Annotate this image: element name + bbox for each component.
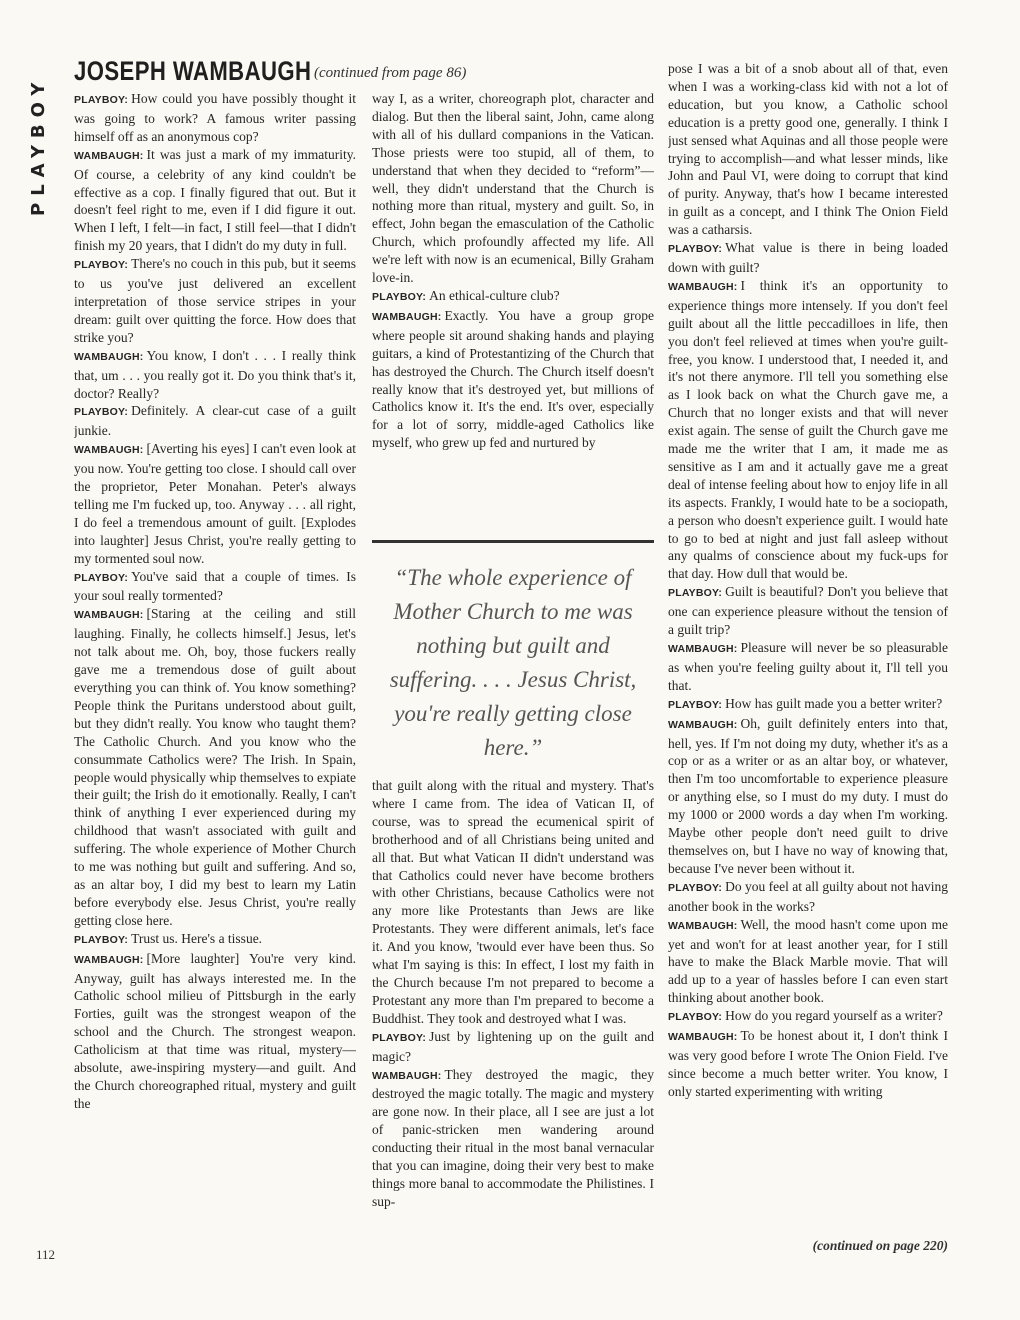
pull-quote-text: “The whole experience of Mother Church to me was nothing but guilt and suffering. . . . Jesus Christ, you're really getting close here.” bbox=[389, 565, 637, 760]
text-column-3 bbox=[668, 60, 948, 1260]
speaker-label: WAMBAUGH: bbox=[74, 953, 144, 966]
speaker-label: WAMBAUGH: bbox=[74, 350, 144, 363]
interview-paragraph bbox=[372, 307, 654, 452]
text-column-2-bottom bbox=[372, 777, 654, 1259]
article-header bbox=[74, 56, 634, 90]
paragraph-text: Trust us. Here's a tissue. bbox=[131, 930, 263, 946]
speaker-label: PLAYBOY: bbox=[74, 94, 129, 106]
paragraph-text: There's no couch in this pub, but it seems to us you've just delivered an excellent interpretation of those service stripes in your dream: guilt over quitting the force. How does that strike you? bbox=[74, 256, 356, 345]
interview-paragraph bbox=[668, 1027, 948, 1101]
speaker-label: PLAYBOY: bbox=[668, 243, 723, 256]
paragraph-text: pose I was a bit of a snob about all of that, even when I was a working-class kid with not a lot of education, but you know, a Catholic school education is a pretty good one, generally. I think I just sensed what Aquinas and all those people were trying to accomplish—and what lesser minds, like John and Paul VI, were doing to corrupt that kind of purity. Anyway, that's how I became interested in guilt as a concept, and I think The Onion Field was a catharsis. bbox=[668, 61, 948, 238]
continued-from-note: (continued from page 86) bbox=[314, 65, 467, 81]
speaker-label: WAMBAUGH: bbox=[668, 280, 738, 293]
interview-paragraph bbox=[74, 605, 356, 929]
speaker-label: WAMBAUGH: bbox=[372, 1069, 442, 1082]
paragraph-text: An ethical-culture club? bbox=[429, 287, 560, 303]
speaker-label: WAMBAUGH: bbox=[74, 149, 144, 162]
interview-paragraph bbox=[74, 347, 356, 403]
continued-on-note: (continued on page 220) bbox=[812, 1238, 948, 1253]
paragraph-text: You know, I don't . . . I really think that, um . . . you really got it. Do you think that's it, doctor? Really? bbox=[74, 347, 356, 401]
interview-paragraph bbox=[668, 239, 948, 277]
interview-paragraph bbox=[74, 568, 356, 606]
speaker-label: PLAYBOY: bbox=[74, 571, 129, 584]
speaker-label: WAMBAUGH: bbox=[668, 1031, 738, 1044]
speaker-label: PLAYBOY: bbox=[668, 698, 723, 711]
speaker-label: WAMBAUGH: bbox=[668, 718, 738, 731]
interview-paragraph bbox=[372, 1066, 654, 1211]
paragraph-text: Definitely. A clear-cut case of a guilt junkie. bbox=[74, 403, 356, 439]
paragraph-text: How has guilt made you a better writer? bbox=[725, 695, 943, 711]
interview-paragraph bbox=[668, 1007, 948, 1027]
interview-paragraph bbox=[74, 90, 356, 146]
interview-paragraph bbox=[74, 255, 356, 347]
speaker-label: PLAYBOY: bbox=[668, 1011, 723, 1024]
paragraph-text: Do you feel at all guilty about not having another book in the works? bbox=[668, 878, 948, 914]
paragraph-text: They destroyed the magic, they destroyed the magic totally. The magic and mystery are gone now. In their place, all I see are just a lot of panic-stricken men wandering around conducting their ritual in the most banal vernacular that you can imagine, doing their very best to make things more banal to accommodate the Philistines. I sup- bbox=[372, 1066, 654, 1209]
interview-paragraph bbox=[74, 950, 356, 1113]
page-number: 112 bbox=[36, 1247, 56, 1262]
interview-paragraph bbox=[74, 402, 356, 440]
interview-paragraph bbox=[372, 90, 654, 287]
interview-paragraph bbox=[74, 930, 356, 950]
paragraph-text: [Averting his eyes] I can't even look at you now. You're getting too close. I should call over the proprietor, Peter Monahan. Peter's always telling me I'm fucked up, too. Anyway . . . all right, I do feel a tremendous amount of guilt. [Explodes into laughter] Jesus Christ, you're really getting to my tormented soul now. bbox=[74, 441, 356, 566]
pull-quote bbox=[372, 540, 654, 760]
paragraph-text: How do you regard yourself as a writer? bbox=[725, 1008, 943, 1024]
paragraph-text: [More laughter] You're very kind. Anyway, guilt has always interested me. In the Catholic school milieu of Pittsburgh in the early Forties, guilt was the strongest weapon of the school and the Church. The strongest weapon. Catholicism at that time was ritual, mystery—absolute, awe-inspiring mystery—and guilt. And the Church choreographed ritual, mystery and guilt the bbox=[74, 950, 356, 1111]
text-column-2-top bbox=[372, 90, 654, 530]
interview-paragraph bbox=[668, 60, 948, 239]
paragraph-text: [Staring at the ceiling and still laughing. Finally, he collects himself.] Jesus, let's not talk about me. Oh, boy, those fuckers really gave me a tremendous dose of guilt about everything you can think of. You know something? People think the Puritans understood about guilt, but they didn't really. You know who taught them? The Catholic Church. And you know who the consummate Catholics were? The Irish. In Spain, people would physically whip themselves to expiate their guilt; the Irish do it emotionally. Really, I can't think of anything I ever experienced during my childhood that wasn't associated with guilt and suffering. The whole experience of Mother Church to me was nothing but guilt and suffering. And so, as an altar boy, I did my best to learn my Latin before everybody else. Jesus Christ, you're really getting close here. bbox=[74, 606, 356, 928]
speaker-label: WAMBAUGH: bbox=[74, 444, 144, 457]
interview-paragraph bbox=[74, 440, 356, 567]
paragraph-text: I think it's an opportunity to experience things more intensely. If you don't feel guilt about all the little peccadilloes in life, then you don't feel relieved at times when you're guilt-free, you know. I understood that, I needed it, and it's not there anymore. I'll tell you something else as I look back on what the Church gave me, a Church that no longer exists and that will never exist again. The sense of guilt the Church gave me made me the writer that I am, it made me as sensitive as I am and it actually gave me a great deal of intense feeling about how to enjoy life in all its aspects. Frankly, I would hate to be a sociopath, a person who doesn't experience guilt. I would hate to go to bed at night and just fall asleep without any qualms of conscience about my fuck-ups for that day. How dull that would be. bbox=[668, 277, 948, 582]
interview-paragraph bbox=[668, 916, 948, 1008]
speaker-label: PLAYBOY: bbox=[74, 259, 129, 272]
interview-paragraph bbox=[372, 1028, 654, 1066]
speaker-label: WAMBAUGH: bbox=[74, 609, 144, 622]
speaker-label: WAMBAUGH: bbox=[372, 310, 442, 323]
paragraph-text: Just by lightening up on the guilt and magic? bbox=[372, 1028, 654, 1064]
paragraph-text: You've said that a couple of times. Is your soul really tormented? bbox=[74, 568, 356, 604]
interview-paragraph bbox=[668, 639, 948, 695]
paragraph-text: Oh, guilt definitely enters into that, hell, yes. If I'm not doing my duty, whether it's as a cop or as a writer or as an altar boy, or whatever, then I'm too uncomfortable to experience pleasure or anything else, so I must do my duty. I must do my 1000 or 2000 words a day when I'm working. Maybe other people don't need guilt to drive themselves on, but I have no way of knowing that, because I've never been without it. bbox=[668, 715, 948, 876]
paragraph-text: What value is there in being loaded down with guilt? bbox=[668, 240, 948, 275]
paragraph-text: Guilt is beautiful? Don't you believe that one can experience pleasure without the tension of a guilt trip? bbox=[668, 584, 948, 638]
speaker-label: PLAYBOY: bbox=[372, 290, 427, 303]
paragraph-text: Well, the mood hasn't come upon me yet and won't for at least another year, for I still have to make the Black Marble movie. That will add up to a year of hassles before I can even start thinking about another book. bbox=[668, 916, 948, 1006]
text-column-1 bbox=[74, 90, 356, 1258]
article-title: JOSEPH WAMBAUGH bbox=[74, 56, 312, 86]
paragraph-text: Pleasure will never be so pleasurable as when you're feeling guilty about it, I'll tell you that. bbox=[668, 640, 948, 693]
interview-paragraph bbox=[372, 287, 654, 307]
speaker-label: WAMBAUGH: bbox=[668, 643, 738, 655]
interview-paragraph bbox=[668, 715, 948, 878]
paragraph-text: that guilt along with the ritual and mystery. That's where I came from. The idea of Vatican II, of course, was to spread the ecumenical spirit of brotherhood and of all Christians being united and all that. But what Vatican II didn't understand was that Catholics could never have become brothers with other Christians, because Catholics were not any more like Protestants than Jews are like Protestants. They were different animals, let's face it. And you know, 'twould ever have been thus. So what I'm saying is this: In effect, I lost my faith in the Church because I'm not prepared to become a Protestant any more than I'm prepared to become a Buddhist. They took and destroyed what I was. bbox=[372, 778, 654, 1026]
speaker-label: PLAYBOY: bbox=[74, 933, 129, 946]
vertical-magazine-logo: PLAYBOY bbox=[28, 75, 49, 217]
paragraph-text: How could you have possibly thought it was going to work? A famous writer passing himself off as an anonymous cop? bbox=[74, 91, 356, 144]
interview-paragraph bbox=[668, 878, 948, 916]
paragraph-text: way I, as a writer, choreograph plot, character and dialog. But then the liberal saint, John, came along with all of his dullard companions in the Vatican. Those priests were too stupid, all of them, to understand that when they decided to “reform”—well, they didn't understand that the Church is nothing more than ritual, mystery and guilt. So, in effect, John began the emasculation of the Catholic Church, which profoundly affected my life. All we're left with now is an ecumenical, Billy Graham love-in. bbox=[372, 91, 654, 286]
interview-paragraph bbox=[668, 583, 948, 639]
interview-paragraph bbox=[74, 146, 356, 255]
paragraph-text: Exactly. You have a group grope where people sit around shaking hands and playing guitars, a kind of Protestantizing of the Church that has destroyed the Church. The Church itself doesn't really know that it's destroyed yet, but millions of Catholics know it. It's the end. It's over, especially for a lot of sorry, middle-aged Catholics like myself, who grew up fed and nurtured by bbox=[372, 307, 654, 451]
interview-paragraph bbox=[668, 277, 948, 583]
paragraph-text: It was just a mark of my immaturity. Of course, a celebrity of any kind couldn't be effective as a cop. I finally figured that out. But it doesn't feel right to me, even if I did figure it out. When I left, I felt—in fact, I still feel—that I didn't finish my 20 years, that I didn't do my duty in full. bbox=[74, 146, 356, 254]
interview-paragraph bbox=[668, 695, 948, 715]
interview-paragraph bbox=[372, 777, 654, 1028]
paragraph-text: To be honest about it, I don't think I was very good before I wrote The Onion Field. I've since become a much better writer. You know, I only started experimenting with writing bbox=[668, 1028, 948, 1099]
speaker-label: WAMBAUGH: bbox=[668, 919, 738, 932]
speaker-label: PLAYBOY: bbox=[668, 587, 723, 600]
speaker-label: PLAYBOY: bbox=[372, 1031, 427, 1044]
speaker-label: PLAYBOY: bbox=[668, 881, 723, 894]
speaker-label: PLAYBOY: bbox=[74, 406, 129, 419]
